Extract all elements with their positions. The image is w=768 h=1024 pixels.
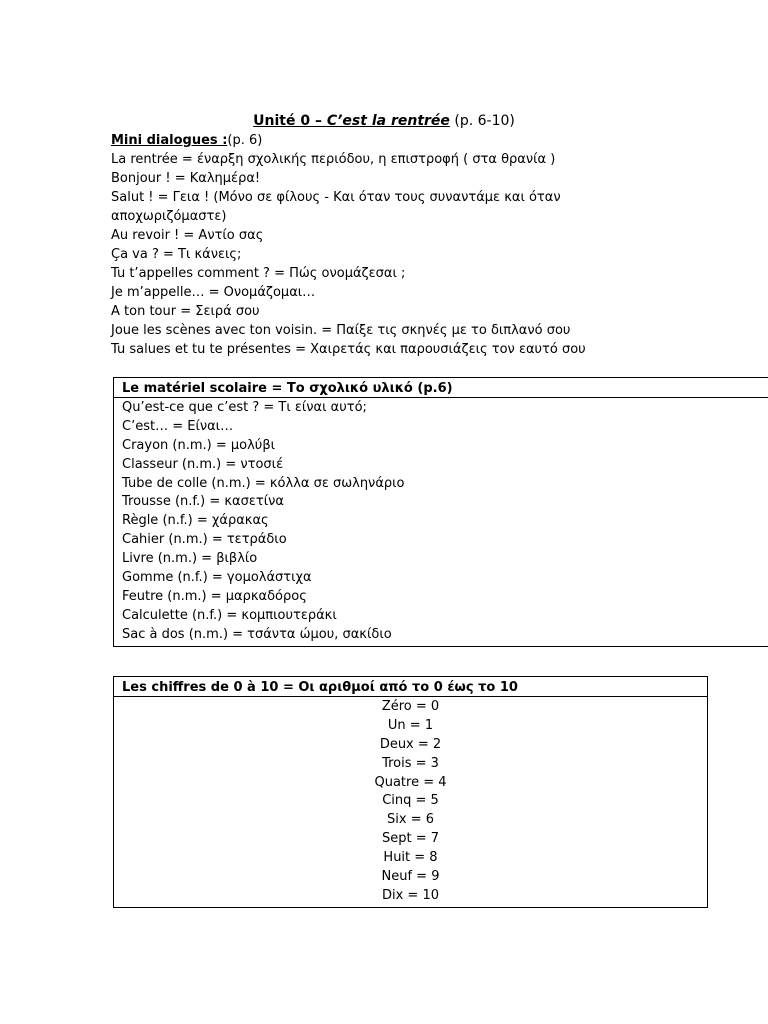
dialogue-line: Bonjour ! = Καλημέρα! <box>111 171 261 186</box>
dialogue-line: Tu salues et tu te présentes = Χαιρετάς και παρουσιάζεις τον εαυτό σου <box>111 342 586 357</box>
materiel-item: Qu’est-ce que c’est ? = Τι είναι αυτό; <box>122 400 367 415</box>
dialogue-line: αποχωριζόμαστε) <box>111 209 227 224</box>
dialogue-line: Au revoir ! = Αντίο σας <box>111 228 264 243</box>
materiel-item: Règle (n.f.) = χάρακας <box>122 513 269 529</box>
materiel-item: Trousse (n.f.) = κασετίνα <box>122 494 284 510</box>
materiel-scolaire-table <box>113 377 768 647</box>
chiffre-item: Sept = 7 <box>381 831 440 847</box>
page-title <box>0 112 768 131</box>
chiffres-list <box>114 697 707 906</box>
materiel-item: Gomme (n.f.) = γομολάστιχα <box>122 570 312 586</box>
mini-dialogues-label: Mini dialogues : <box>111 133 228 148</box>
dialogue-line: Joue les scènes avec ton voisin. = Παίξε τις σκηνές με το διπλανό σου <box>111 323 571 338</box>
dialogue-line: Ça va ? = Τι κάνεις; <box>111 247 242 262</box>
dialogue-line: Je m’appelle… = Ονομάζομαι… <box>111 285 316 300</box>
mini-dialogues-page: (p. 6) <box>227 133 263 148</box>
chiffre-item: Dix = 10 <box>381 887 439 903</box>
chiffre-item: Trois = 3 <box>382 755 439 771</box>
chiffres-table <box>113 676 708 908</box>
chiffre-item: Neuf = 9 <box>381 869 440 885</box>
chiffres-header: Les chiffres de 0 à 10 = Οι αριθμοί από το 0 έως το 10 <box>114 677 707 697</box>
chiffre-item: Six = 6 <box>387 812 434 828</box>
materiel-item: Feutre (n.m.) = μαρκαδόρος <box>122 588 307 604</box>
chiffre-item: Un = 1 <box>387 717 434 733</box>
title-unit: Unité 0 – <box>253 113 322 129</box>
mini-dialogues-heading <box>111 131 711 150</box>
materiel-item: Tube de colle (n.m.) = κόλλα σε σωληνάριο <box>122 475 405 491</box>
materiel-item: Crayon (n.m.) = μολύβι <box>122 437 276 453</box>
dialogue-line: Tu t’appelles comment ? = Πώς ονομάζεσαι ; <box>111 266 406 281</box>
chiffre-item: Huit = 8 <box>383 850 438 866</box>
chiffre-item: Zéro = 0 <box>381 699 440 714</box>
dialogue-line: Salut ! = Γεια ! (Μόνο σε φίλους - Και όταν τους συναντάμε και όταν <box>111 190 561 205</box>
dialogue-line: A ton tour = Σειρά σου <box>111 304 260 319</box>
materiel-item: Sac à dos (n.m.) = τσάντα ώμου, σακίδιο <box>122 626 392 642</box>
title-italic: C’est la rentrée <box>326 113 450 129</box>
materiel-item: C’est… = Είναι… <box>122 418 234 434</box>
chiffre-item: Cinq = 5 <box>382 793 439 809</box>
materiel-item: Cahier (n.m.) = τετράδιο <box>122 532 287 548</box>
materiel-header: Le matériel scolaire = Το σχολικό υλικό (p.6) <box>114 378 768 398</box>
materiel-item: Classeur (n.m.) = ντοσιέ <box>122 456 284 472</box>
chiffre-item: Quatre = 4 <box>374 774 447 790</box>
title-pages: (p. 6-10) <box>454 113 515 129</box>
materiel-item: Livre (n.m.) = βιβλίο <box>122 551 258 567</box>
mini-dialogues-section <box>111 131 711 359</box>
title-main <box>253 113 450 129</box>
dialogue-line: La rentrée = έναρξη σχολικής περιόδου, η επιστροφή ( στα θρανία ) <box>111 152 556 167</box>
materiel-item: Calculette (n.f.) = κομπιουτεράκι <box>122 607 337 623</box>
chiffre-item: Deux = 2 <box>379 736 442 752</box>
materiel-list <box>114 398 768 645</box>
